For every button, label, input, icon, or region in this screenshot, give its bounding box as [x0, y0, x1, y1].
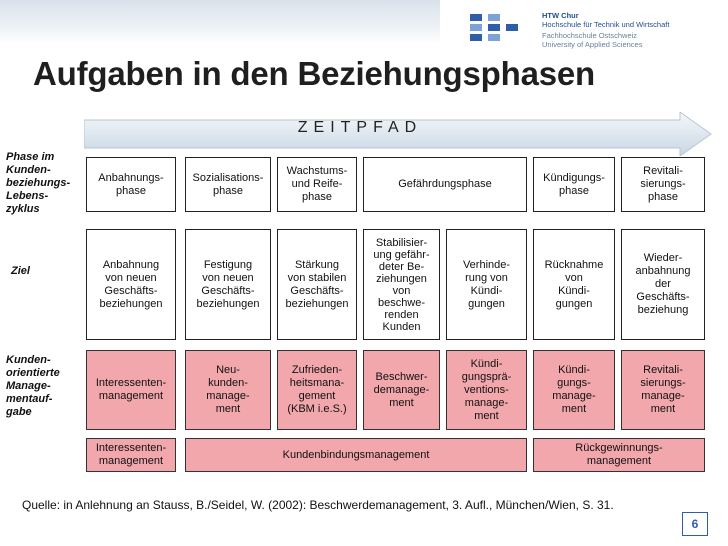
goal-label: Stärkung von stabilen Geschäfts- beziehungen [285, 258, 349, 310]
goal-label: Rücknahme von Kündi- gungen [544, 258, 604, 310]
phase-label: Anbahnungs- phase [98, 171, 164, 197]
phase-label: Revitali- sierungs- phase [640, 165, 686, 203]
logo-line-2: Fachhochschule Ostschweiz [542, 31, 638, 40]
logo-square-icon [470, 34, 482, 41]
task-box [621, 350, 705, 430]
logo-square-icon [470, 14, 482, 21]
logo-brand: HTW Chur [542, 11, 579, 20]
task-box [185, 350, 271, 430]
timeline-label: ZEITPFAD [297, 119, 423, 136]
phase-box [621, 157, 705, 212]
row-label-phase: Phase im Kunden- beziehungs- Lebens- zyklus [6, 151, 71, 215]
logo-square-icon [488, 24, 500, 31]
phase-label: Gefährdungsphase [398, 178, 492, 190]
logo-text [542, 12, 669, 49]
row-label-ziel: Ziel [11, 265, 30, 277]
task-box [277, 350, 357, 430]
task-box [363, 350, 440, 430]
goal-box [446, 229, 527, 340]
goal-label: Stabilisier- ung gefähr- deter Be- ziehungen von beschwe- renden Kunden [373, 236, 430, 333]
phase-box [363, 157, 527, 212]
task-label: Beschwer- demanage- ment [373, 370, 430, 409]
phase-box [86, 157, 176, 212]
summary-label: Rückgewinnungs- management [575, 442, 663, 467]
task-label: Revitali- sierungs- manage- ment [640, 364, 686, 415]
summary-box-rueckgewinnung [533, 438, 705, 472]
summary-box-kundenbindung [185, 438, 527, 472]
page-number: 6 [682, 512, 708, 536]
logo-square-icon [488, 34, 500, 41]
goal-box [86, 229, 176, 340]
phase-label: Kündigungs- phase [543, 171, 605, 197]
summary-label: Interessenten- management [95, 442, 167, 467]
row-label-aufgabe: Kunden- orientierte Manage- mentauf- gabe [6, 354, 60, 418]
task-box [446, 350, 527, 430]
goal-box [277, 229, 357, 340]
phase-label: Wachstums- und Reife- phase [286, 165, 348, 203]
task-label: Neu- kunden- manage- ment [206, 364, 250, 415]
task-label: Interessenten- management [95, 377, 167, 402]
goal-label: Wieder- anbahnung der Geschäfts- beziehung [635, 252, 691, 316]
phase-box [277, 157, 357, 212]
header-band [0, 0, 440, 44]
phase-box [185, 157, 271, 212]
task-box [533, 350, 615, 430]
logo-square-icon [488, 14, 500, 21]
goal-box [363, 229, 440, 340]
page-title: Aufgaben in den Beziehungsphasen [33, 55, 595, 92]
source-citation: Quelle: in Anlehnung an Stauss, B./Seidel, W. (2002): Beschwerdemanagement, 3. Aufl., München/Wien, S. 31. [22, 498, 614, 512]
logo-line-3: University of Applied Sciences [542, 39, 643, 49]
goal-label: Anbahnung von neuen Geschäfts- beziehungen [99, 258, 163, 310]
phase-label: Sozialisations- phase [192, 171, 264, 197]
task-box [86, 350, 176, 430]
goal-box [533, 229, 615, 340]
task-label: Kündi- gungs- manage- ment [552, 364, 596, 415]
logo [470, 12, 720, 48]
logo-line-1: Hochschule für Technik und Wirtschaft [542, 19, 670, 29]
goal-box [185, 229, 271, 340]
task-label: Kündi- gungsprä- ventions- manage- ment [461, 357, 512, 422]
summary-label: Kundenbindungsmanagement [282, 448, 430, 461]
goal-label: Festigung von neuen Geschäfts- beziehungen [196, 258, 260, 310]
goal-box [621, 229, 705, 340]
task-label: Zufrieden- heitsmana- gement (KBM i.e.S.) [287, 364, 347, 415]
logo-square-icon [506, 24, 518, 31]
goal-label: Verhinde- rung von Kündi- gungen [462, 258, 511, 310]
summary-box-interessenten [86, 438, 176, 472]
phase-box [533, 157, 615, 212]
logo-square-icon [470, 24, 482, 31]
